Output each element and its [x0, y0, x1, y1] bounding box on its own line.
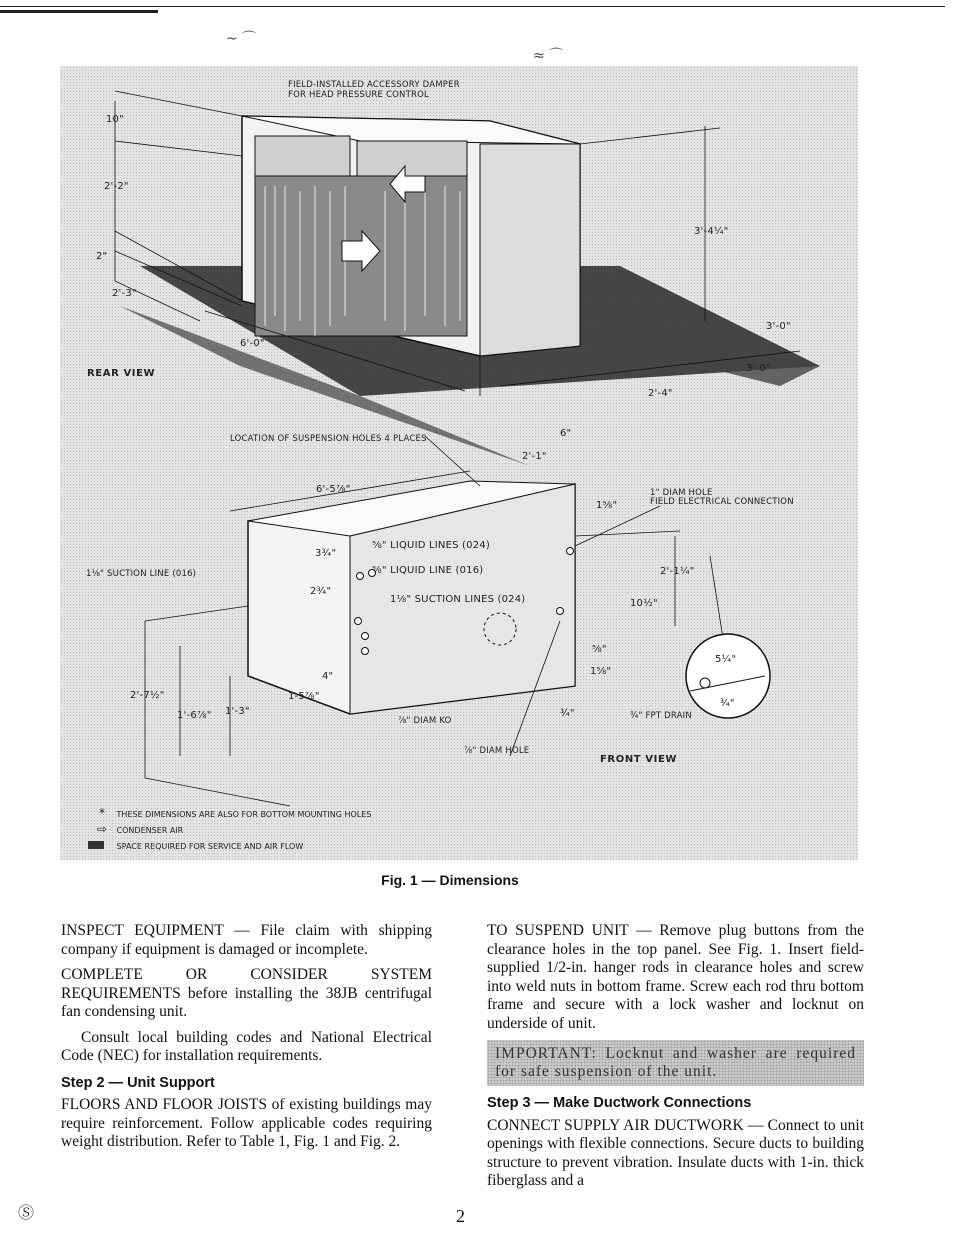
damper-note: FIELD-INSTALLED ACCESSORY DAMPER: [288, 80, 460, 90]
run-in-heading: TO SUSPEND UNIT: [487, 922, 629, 939]
dim-label: 6'-0": [240, 338, 265, 349]
dim-label: 1⅝": [596, 500, 618, 511]
legend-row: [90, 822, 183, 836]
line-note: ⅝" LIQUID LINES (024): [372, 540, 490, 551]
dim-label: 3¾": [315, 548, 337, 559]
line-note: 1⅛" SUCTION LINE (016): [86, 569, 197, 579]
handwritten-mark: ~ ⌒: [226, 31, 257, 47]
paragraph: FLOORS AND FLOOR JOISTS of existing buildings may require reinforcement. Follow applicable codes requiring weight distribution. Refer to Table 1, Fig. 1 and Fig. 2.: [61, 1096, 432, 1150]
dim-label: 1'-3": [225, 706, 250, 717]
legend-text: CONDENSER AIR: [116, 826, 184, 835]
paragraph: CONNECT SUPPLY AIR DUCTWORK — Connect to unit openings with flexible connections. Secure ducts to building structure to prevent vibration. Insulate ducts with 1-in. thick fiberglass and a: [487, 1116, 864, 1189]
legend-row: [90, 806, 371, 820]
paragraph: Consult local building codes and National Electrical Code (NEC) for installation requirements.: [61, 1028, 432, 1064]
run-in-heading: COMPLETE OR CONSIDER SYSTEM REQUIREMENTS: [61, 966, 432, 1002]
dim-label: 1-5⅞": [288, 691, 320, 702]
front-view-label: FRONT VIEW: [600, 754, 678, 765]
paragraph: INSPECT EQUIPMENT — File claim with shipping company if equipment is damaged or incomplete.: [61, 922, 433, 958]
handwritten-mark: ≈ ⌒: [533, 48, 564, 64]
dim-label: 1⅝": [590, 666, 612, 677]
dim-label: 4": [322, 671, 334, 682]
asterisk-icon: *: [99, 806, 105, 820]
right-column: [487, 922, 864, 1198]
paragraph: TO SUSPEND UNIT — Remove plug buttons from the clearance holes in the top panel. See Fig. 1. Insert field-supplied 1/2-in. hanger rods in clearance holes and screw into weld nuts in bottom frame. Screw each rod thru bottom frame and secure with a lock washer and locknut on underside of unit.: [487, 922, 865, 1032]
dim-label: 2": [96, 251, 108, 262]
run-in-heading: CONNECT SUPPLY AIR DUCTWORK: [487, 1116, 744, 1134]
dim-label: 3'-4¼": [694, 226, 729, 237]
dim-label: 1'-6⅞": [177, 710, 212, 721]
legend-text: SPACE REQUIRED FOR SERVICE AND AIR FLOW: [116, 842, 304, 851]
suspension-note: LOCATION OF SUSPENSION HOLES 4 PLACES: [230, 434, 427, 444]
dim-label: 10½": [630, 598, 658, 609]
arrow-icon: ⇨: [96, 822, 108, 836]
drain-note: ¾" FPT DRAIN: [630, 711, 692, 721]
electrical-note: FIELD ELECTRICAL CONNECTION: [650, 497, 794, 507]
line-note: ⅝" LIQUID LINE (016): [372, 565, 484, 576]
run-in-heading: FLOORS AND FLOOR JOISTS: [61, 1096, 268, 1113]
run-in-heading: INSPECT EQUIPMENT: [61, 922, 224, 939]
top-rule: [0, 6, 945, 7]
dim-label: 5¼": [715, 654, 737, 665]
section-heading: Step 2 — Unit Support: [61, 1074, 215, 1091]
figure-caption: Fig. 1 — Dimensions: [381, 872, 519, 888]
dim-label: 3'-0": [746, 363, 771, 374]
page-number: 2: [456, 1206, 465, 1226]
dim-label: 2'-7½": [130, 690, 165, 701]
hole-note: ⅞" DIAM HOLE: [464, 746, 530, 756]
top-rule-accent: [0, 10, 158, 13]
damper-louver: [255, 136, 350, 176]
hatch-icon: [90, 838, 114, 852]
dim-label: 6": [560, 428, 572, 439]
dim-label: ¾": [720, 698, 735, 709]
damper-note: FOR HEAD PRESSURE CONTROL: [288, 90, 429, 100]
dim-label: 2'-4": [648, 388, 673, 399]
dim-label: ⅝": [592, 644, 607, 655]
electrical-note: 1" DIAM HOLE: [650, 488, 713, 498]
rear-view-label: REAR VIEW: [87, 368, 156, 379]
dim-label: 2'-1": [522, 451, 547, 462]
dim-label: 2¾": [310, 586, 332, 597]
section-heading: Step 3 — Make Ductwork Connections: [487, 1095, 752, 1111]
dim-label: ¾": [560, 708, 575, 719]
legend-text: THESE DIMENSIONS ARE ALSO FOR BOTTOM MOUNTING HOLES: [116, 810, 372, 819]
unit-drawing: [60, 66, 858, 860]
publisher-mark: Ⓢ: [18, 1203, 35, 1222]
dim-label: 3'-0": [766, 321, 791, 332]
paragraph: COMPLETE OR CONSIDER SYSTEM REQUIREMENTS before installing the 38JB centrifugal fan condensing unit.: [61, 966, 432, 1020]
rear-cabinet-side: [480, 144, 580, 356]
left-column: [61, 922, 432, 1159]
dim-label: 2'-2": [104, 181, 129, 192]
dimensions-figure: [60, 66, 858, 860]
important-callout: IMPORTANT: Locknut and washer are required for safe suspension of the unit.: [487, 1040, 864, 1086]
dim-label: 10": [106, 114, 124, 125]
legend-row: [90, 838, 303, 852]
knockout-note: ⅞" DIAM KO: [398, 716, 452, 726]
dim-label: 2'-3": [112, 288, 137, 299]
line-note: 1⅛" SUCTION LINES (024): [390, 594, 526, 605]
dim-label: 6'-5⅞": [316, 484, 351, 495]
dim-label: 2'-1¼": [660, 566, 695, 577]
